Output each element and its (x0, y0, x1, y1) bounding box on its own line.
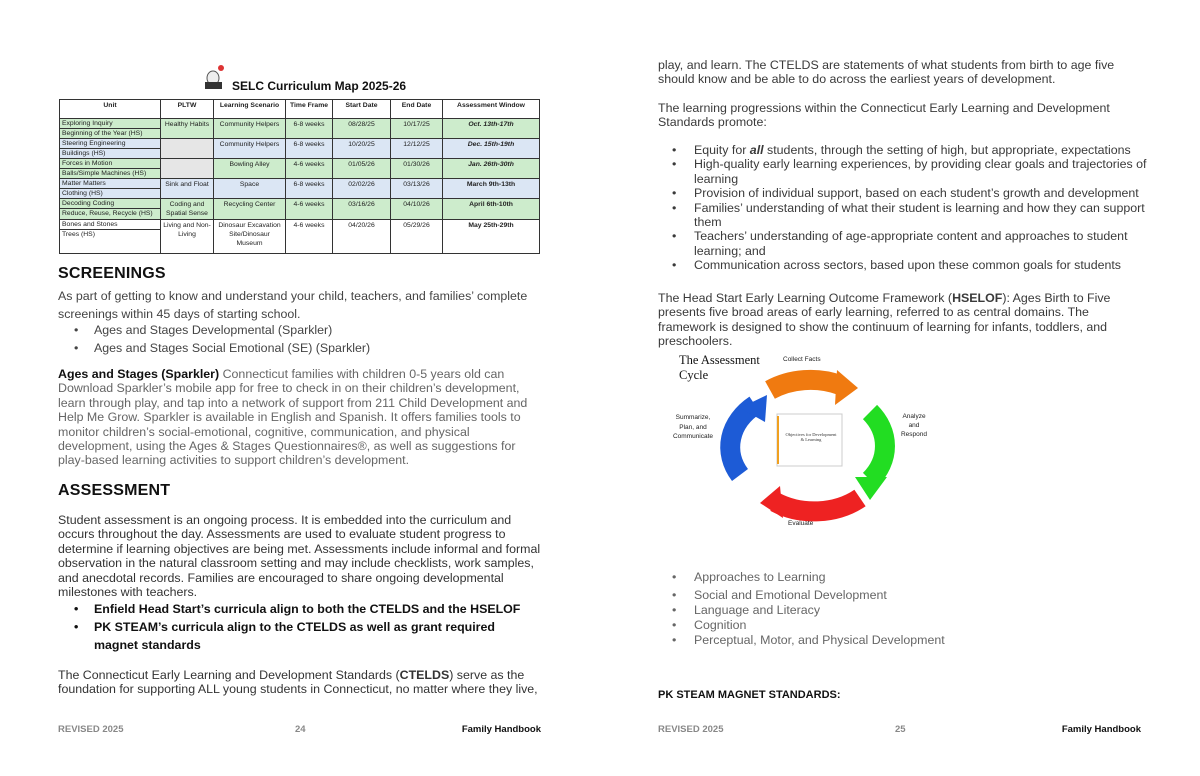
cycle-collect-label: Collect Facts (783, 356, 821, 363)
list-item: • Teachers’ understanding of age-appropriate content and approaches to student learning; and (658, 229, 1148, 258)
cell-window: April 6th-10th (443, 199, 540, 220)
footer-page-number: 24 (295, 724, 306, 735)
progressions-list (658, 143, 1148, 273)
equity-text: Equity for (694, 143, 750, 157)
unit-hs-name: Beginning of the Year (HS) (62, 129, 143, 137)
ctelds-paragraph (58, 668, 538, 697)
cell-scenario: Recycling Center (214, 199, 286, 220)
assessment-heading: ASSESSMENT (58, 482, 171, 499)
col-time: Time Frame (286, 100, 333, 119)
list-item: • PK STEAM’s curricula align to the CTELDS as well as grant required magnet standards (58, 618, 538, 654)
cell-start: 04/20/26 (333, 220, 391, 254)
sparkler-lead: Ages and Stages (Sparkler) (58, 367, 220, 381)
cell-scenario: Community Helpers (214, 139, 286, 159)
list-item: • Ages and Stages Developmental (Sparkler) (58, 322, 538, 340)
list-item (658, 143, 1148, 157)
unit-hs-name: Clothing (HS) (62, 189, 103, 197)
list-item: • Cognition (658, 618, 1138, 633)
domains-list (658, 570, 1138, 648)
unit-hs-name: Reduce, Reuse, Recycle (HS) (62, 209, 153, 217)
unit-name: Decoding Coding (60, 199, 160, 209)
screenings-heading: SCREENINGS (58, 265, 166, 282)
cell-time: 6-8 weeks (286, 179, 333, 199)
unit-name: Forces in Motion (60, 159, 160, 169)
hselof-acronym: HSELOF (952, 291, 1003, 305)
cell-unit (60, 119, 161, 139)
list-item: • Ages and Stages Social Emotional (SE) (Sparkler) (58, 340, 538, 358)
red-arrow (775, 498, 860, 511)
cell-unit (60, 159, 161, 179)
list-item: • Language and Literacy (658, 603, 1138, 618)
cell-end: 04/10/26 (391, 199, 443, 220)
unit-hs-name: Buildings (HS) (62, 149, 106, 157)
unit-name: Steering Engineering (60, 139, 160, 149)
cell-unit (60, 220, 161, 254)
cell-end: 05/29/26 (391, 220, 443, 254)
cycle-title: The Assessment Cycle (679, 353, 760, 382)
cycle-summarize-label: Summarize, Plan, and Communicate (672, 414, 714, 440)
cell-pltw (161, 159, 214, 179)
cell-pltw: Sink and Float (161, 179, 214, 199)
green-arrow (870, 412, 885, 480)
cell-scenario: Dinosaur Excavation Site/Dinosaur Museum (214, 220, 286, 254)
col-window: Assessment Window (443, 100, 540, 119)
footer-page-number: 25 (895, 724, 906, 735)
col-scenario: Learning Scenario (214, 100, 286, 119)
pk-steam-heading: PK STEAM MAGNET STANDARDS: (658, 689, 841, 701)
cell-end: 10/17/25 (391, 119, 443, 139)
footer-revised: REVISED 2025 (658, 724, 724, 735)
progressions-intro: The learning progressions within the Connecticut Early Learning and Development Standards promote: (658, 101, 1110, 130)
equity-emphasis: all (749, 143, 764, 157)
hselof-paragraph (658, 291, 1148, 349)
blue-arrow (730, 405, 755, 475)
screenings-text: As part of getting to know and understand your child, teachers, and families’ complete screenings within 45 days of starting school. (58, 289, 528, 321)
screenings-list (58, 322, 538, 357)
list-item: • Approaches to Learning (658, 570, 1138, 585)
sparkler-paragraph (58, 367, 534, 468)
footer-title: Family Handbook (1061, 724, 1141, 735)
cell-start: 01/05/26 (333, 159, 391, 179)
col-start: Start Date (333, 100, 391, 119)
table-row (60, 139, 540, 159)
sparkler-text: Connecticut families with children 0-5 years old can Download Sparkler’s mobile app for free to check in on their children’s development, learn through play, and tap into a network of support from 211 Child Development and Help Me Grow. Sparkler is available in English and Spanish. It offers families tools to monitor children’s social-emotional, cognitive, communication, and physical development, using the Ages & Stages Questionnaires®, as well as suggestions for play-based learning activities to support children’s development. (58, 367, 528, 468)
list-item: • Provision of individual support, based on each student’s growth and development (658, 186, 1148, 200)
table-row (60, 159, 540, 179)
list-item: • Communication across sectors, based upon these common goals for students (658, 258, 1148, 272)
cycle-analyze-label: Analyze and Respond (900, 413, 928, 438)
table-row (60, 179, 540, 199)
cell-start: 10/20/25 (333, 139, 391, 159)
table-row (60, 119, 540, 139)
cycle-evaluate-label: Evaluate (788, 520, 814, 527)
ctelds-text-end: ) serve as the foundation for supporting ALL young students in Connecticut, no matter where they live, (58, 668, 538, 697)
cell-time: 6-8 weeks (286, 139, 333, 159)
cell-pltw (161, 139, 214, 159)
list-item: • Social and Emotional Development (658, 588, 1138, 603)
unit-name: Exploring Inquiry (60, 119, 160, 129)
ctelds-continued: play, and learn. The CTELDS are statements of what students from birth to age five should know and be able to do across the earliest years of development. (658, 58, 1115, 87)
cell-window: March 9th-13th (443, 179, 540, 199)
cell-unit (60, 199, 161, 220)
table-row (60, 199, 540, 220)
cell-time: 4-6 weeks (286, 220, 333, 254)
cell-pltw: Living and Non-Living (161, 220, 214, 254)
col-pltw: PLTW (161, 100, 214, 119)
cycle-book-label: Objectives for Development & Learning (785, 432, 837, 442)
cell-window: May 25th-29th (443, 220, 540, 254)
assessment-cycle-figure (665, 350, 945, 535)
list-item: • Families’ understanding of what their student is learning and how they can support them (658, 201, 1148, 230)
cell-time: 4-6 weeks (286, 199, 333, 220)
cell-pltw: Healthy Habits (161, 119, 214, 139)
list-item: • High-quality early learning experiences, by providing clear goals and trajectories of learning (658, 157, 1148, 186)
ctelds-text: The Connecticut Early Learning and Development Standards ( (58, 668, 400, 682)
footer-title: Family Handbook (461, 724, 541, 735)
cell-end: 01/30/26 (391, 159, 443, 179)
curriculum-map-title: SELC Curriculum Map 2025-26 (232, 79, 407, 93)
unit-name: Bones and Stones (60, 220, 160, 230)
cell-unit (60, 139, 161, 159)
hselof-text: The Head Start Early Learning Outcome Framework ( (658, 291, 953, 305)
assessment-text: Student assessment is an ongoing process. It is embedded into the curriculum and occurs throughout the day. Assessments are used to evaluate student progress to determine if learning objectives are being met. Assessments include informal and formal observation in the natural classroom setting and may include checklists, work samples, and anecdotal records. Families are encouraged to share ongoing developmental milestones with teachers. (58, 513, 541, 600)
hselof-text-end: ): Ages Birth to Five presents five broad areas of early learning, referred to as central domains. The framework is designed to show the continuum of learning for infants, toddlers, and preschoolers. (658, 291, 1111, 349)
cell-unit (60, 179, 161, 199)
cell-scenario: Space (214, 179, 286, 199)
col-unit: Unit (60, 100, 161, 119)
curriculum-table (59, 99, 540, 254)
cell-time: 6-8 weeks (286, 119, 333, 139)
curriculum-logo-icon (203, 64, 225, 90)
cell-start: 08/28/25 (333, 119, 391, 139)
alignment-list (58, 600, 538, 654)
cell-start: 02/02/26 (333, 179, 391, 199)
table-row (60, 220, 540, 254)
cell-window: Oct. 13th-17th (443, 119, 540, 139)
orange-arrow (770, 380, 840, 390)
unit-name: Matter Matters (60, 179, 160, 189)
cell-time: 4-6 weeks (286, 159, 333, 179)
list-item: • Enfield Head Start’s curricula align to both the CTELDS and the HSELOF (58, 600, 538, 618)
equity-text-end: students, through the setting of high, but appropriate, expectations (763, 143, 1131, 157)
ctelds-acronym: CTELDS (399, 668, 450, 682)
cell-scenario: Community Helpers (214, 119, 286, 139)
cell-scenario: Bowling Alley (214, 159, 286, 179)
col-end: End Date (391, 100, 443, 119)
cell-end: 12/12/25 (391, 139, 443, 159)
list-item: • Perceptual, Motor, and Physical Development (658, 633, 1138, 648)
cell-window: Jan. 26th-30th (443, 159, 540, 179)
unit-hs-name: Trees (HS) (62, 230, 95, 238)
footer-revised: REVISED 2025 (58, 724, 124, 735)
cell-window: Dec. 15th-19th (443, 139, 540, 159)
unit-hs-name: Balls/Simple Machines (HS) (62, 169, 147, 177)
cell-start: 03/16/26 (333, 199, 391, 220)
cell-pltw: Coding and Spatial Sense (161, 199, 214, 220)
cell-end: 03/13/26 (391, 179, 443, 199)
